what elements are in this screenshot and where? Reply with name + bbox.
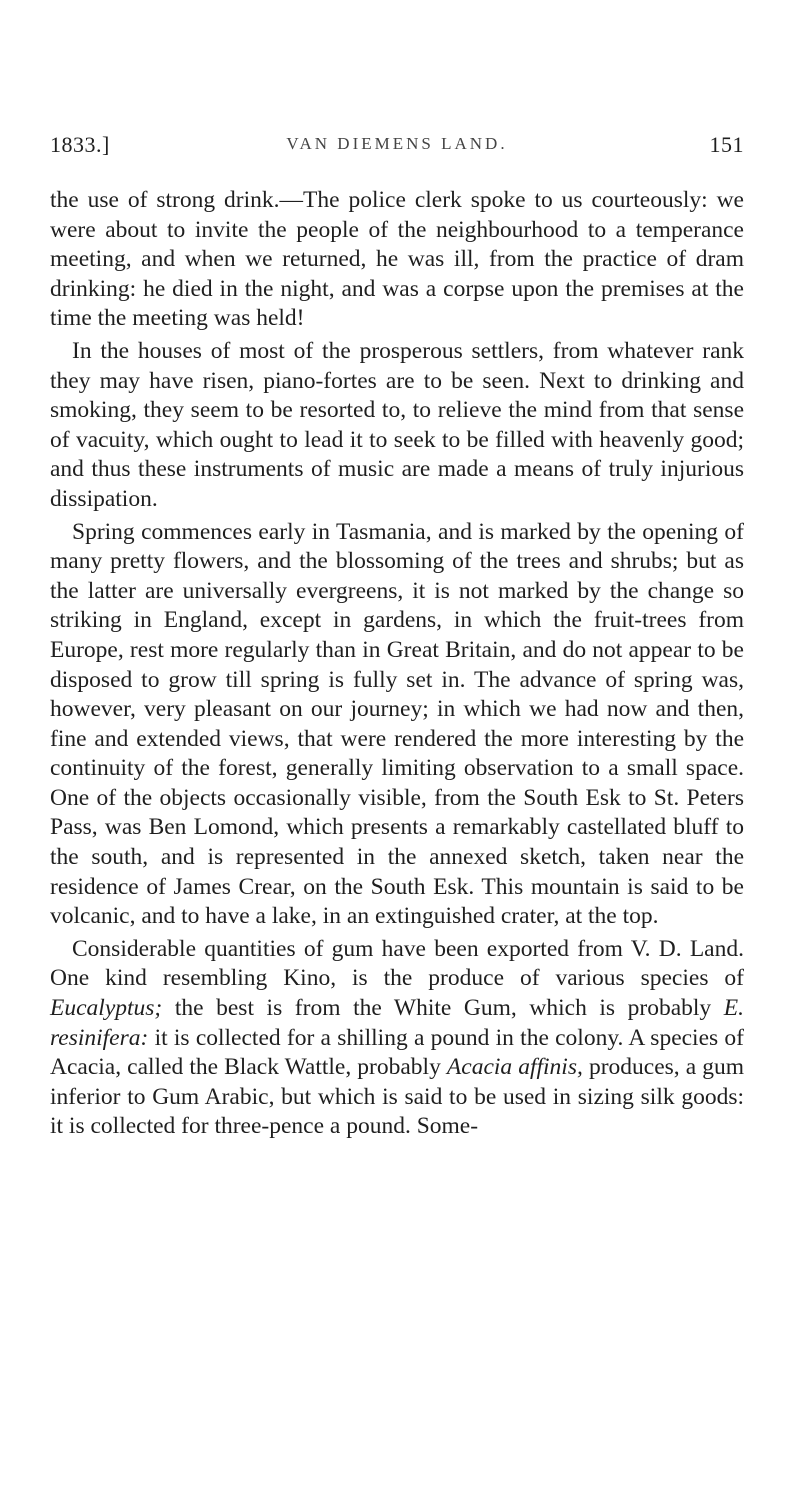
body-text [50, 186, 744, 1142]
paragraph-1 [50, 186, 744, 334]
paragraph-2 [50, 337, 744, 515]
paragraph-3 [50, 518, 744, 932]
paragraph-text: the use of strong drink.—The police clerk spoke to us courteously: we were about to invite the people of the neighbourhood to a temperance meeting, and when we returned, he was ill, from the practice of dram drinking: he died in the night, and was a corpse upon the premises at the time the meeting was held! [50, 187, 744, 332]
page-number: 151 [709, 132, 744, 157]
paragraph-text: In the houses of most of the prosperous settlers, from whatever rank they may have risen, piano-fortes are to be seen. Next to drinking and smoking, they seem to be resorted to, to relieve the mind from that sense of vacuity, which ought to lead it to seek to be filled with heavenly good; and thus these instruments of music are made a means of truly injurious dissipation. [50, 337, 744, 512]
italic-species-name: E. resinifera: [50, 995, 744, 1051]
paragraph-text: produces, a gum inferior to Gum Arabic, but which is said to be used in sizing silk goods: it is collected for three-pence a pound. Some- [50, 1054, 745, 1140]
book-page [50, 128, 744, 1145]
italic-species-name: Acacia affinis, [446, 1054, 583, 1081]
paragraph-text: Considerable quantities of gum have been exported from V. D. Land. One kind resembling Kino, is the produce of various species of [50, 935, 744, 992]
paragraph-text: the best is from the White Gum, which is probably [162, 995, 724, 1022]
paragraph-text: it is collected for a shilling a pound in the colony. A species of Acacia, called the Black Wattle, probably [50, 1024, 744, 1081]
italic-species-name: Eucalyptus; [50, 995, 163, 1022]
running-head-title: VAN DIEMENS LAND. [286, 134, 508, 153]
running-head-year: 1833.] [50, 132, 110, 157]
paragraph-text: Spring commences early in Tasmania, and is marked by the opening of many pretty flowers, and the blossoming of the trees and shrubs; but as the latter are universally evergreens, it is not marked by the change so striking in England, except in gardens, in which the fruit-trees from Europe, rest more regularly than in Great Britain, and do not appear to be disposed to grow till spring is fully set in. The advance of spring was, however, very pleasant on our journey; in which we had now and then, fine and extended views, that were rendered the more interesting by the continuity of the forest, generally limiting observation to a small space. One of the objects occasionally visible, from the South Esk to St. Peters Pass, was Ben Lomond, which presents a remarkably castellated bluff to the south, and is represented in the annexed sketch, taken near the residence of James Crear, on the South Esk. This mountain is said to be volcanic, and to have a lake, in an extinguished crater, at the top. [50, 518, 744, 930]
paragraph-4 [50, 935, 744, 1142]
running-head [50, 128, 744, 168]
